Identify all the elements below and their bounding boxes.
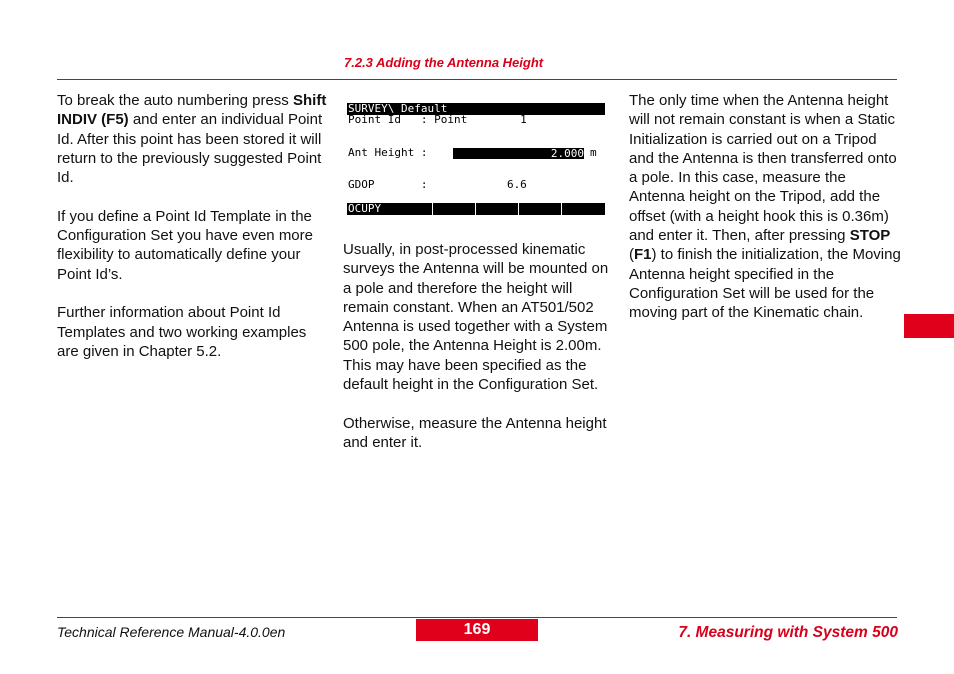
page-number: 169 [416,619,538,641]
paragraph: If you define a Point Id Template in the Configuration Set you have even more flexibility to automatically define your Point Id’s. [57,207,313,283]
chapter-title: 7. Measuring with System 500 [678,624,898,641]
lcd-unit: m [590,146,597,159]
softkey-ocupy[interactable]: OCUPY [348,202,382,215]
key-label: F1 [634,246,652,264]
lcd-ant-height-label: Ant Height : [348,146,428,159]
key-label: STOP [849,227,891,245]
paragraph: Usually, in post-processed kinematic surveys the Antenna will be mounted on a pole and therefore the height will remain constant. When an AT501/502 Antenna is used together with a System 500 pole, the Antenna Height is 2.00m. This may have been specified as the default height in the Configuration Set. [343,241,609,394]
left-column [57,91,332,380]
softkey-divider [432,203,433,215]
text: ) to finish the initialization, the Moving Antenna height specified in the Configuration Set will be used for the moving part of the Kinematic chain. [629,246,901,322]
text: The only time when the Antenna height will not remain constant is when a Static Initialization is carried out on a Tripod and the Antenna is then transferred onto a pole. In this case, measure the Antenna height on the Tripod, add the offset (with a height hook this is 0.36m) and enter it. Then, after pressing [629,92,897,245]
text: ( [629,246,634,264]
footer-rule [57,617,897,618]
ant-height-value: 2.000 [550,147,584,160]
chapter-tab [904,314,954,338]
paragraph: Otherwise, measure the Antenna height and enter it. [343,414,607,451]
text: To break the auto numbering press [57,92,293,109]
middle-column [343,240,618,472]
softkey-divider [561,203,562,215]
section-title: 7.2.3 Adding the Antenna Height [344,55,544,70]
lcd-softkey-bar [347,203,605,215]
right-column [629,91,904,342]
paragraph: Further information about Point Id Templates and two working examples are given in Chapter 5.2. [57,304,307,360]
key-label: Shift INDIV (F5) [57,92,327,129]
lcd-gdop-row: GDOP : 6.6 [348,178,527,191]
ant-height-field[interactable] [453,148,584,159]
paragraph [629,91,904,323]
softkey-divider [518,203,519,215]
softkey-divider [475,203,476,215]
header-rule [57,79,897,80]
lcd-screen [347,103,605,215]
manual-title: Technical Reference Manual-4.0.0en [57,624,286,640]
lcd-title: SURVEY\ Default [348,102,448,115]
text: and enter an individual Point Id. After this point has been stored it will return to the previously suggested Point Id. [57,111,323,187]
lcd-point-id-row: Point Id : Point 1 [348,113,527,126]
paragraph [57,91,332,187]
